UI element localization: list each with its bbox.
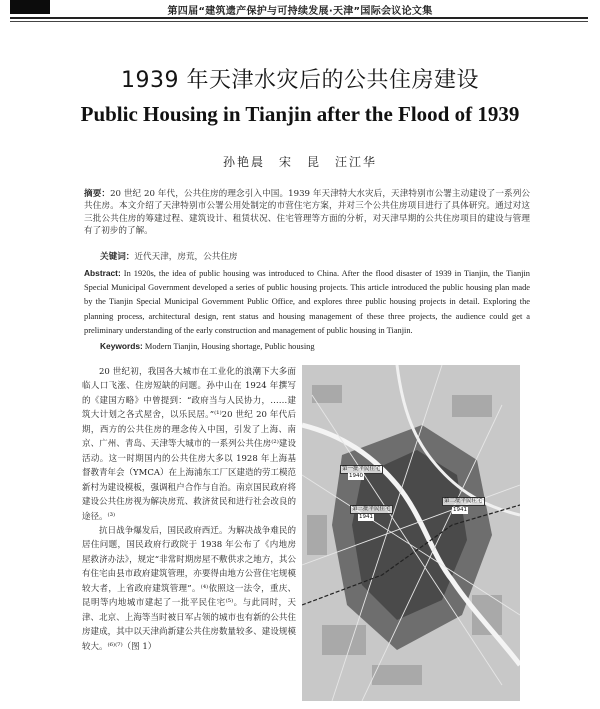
keywords-en-label: Keywords:	[100, 341, 143, 351]
keywords-en-text: Modern Tianjin, Housing shortage, Public housing	[144, 342, 315, 351]
body-text-column	[82, 365, 296, 654]
map-year-site-1: 1940	[349, 473, 363, 479]
abstract-cn-label: 摘要：	[84, 189, 111, 199]
map-graphic	[302, 365, 520, 701]
abstract-chinese	[84, 188, 530, 238]
map-year-site-3: 1941	[359, 514, 373, 520]
header-rule-thin	[10, 21, 588, 22]
keywords-english	[100, 340, 540, 353]
body-paragraph: 20 世纪初，我国各大城市在工业化的浪潮下大多面临人口飞涨、住房短缺的问题。孙中山在 1924 年撰写的《建国方略》中曾提到：“政府当与人民协力，……建筑大计划之各式屋舍，以乐民居。”⁽¹⁾20 世纪 20 年代后期，西方的公共住房的理念传入中国，引发了上海、南京、广州、青岛、天津等大城市的一系列公共住房⁽²⁾建设活动。这一时期国内的公共住房大多以 1928 年上海基督教青年会（YMCA）在上海浦东工厂区建造的劳工模范新村为建设模板，强调租户合作与自治。南京国民政府将建设公共住房视为解决房荒、救济贫民和进行社会改良的途径。⁽³⁾	[82, 367, 296, 522]
body-paragraph: 抗日战争爆发后，国民政府西迁。为解决战争难民的居住问题，国民政府行政院于 1938 年公布了《内地房屋救济办法》，规定“非常时期房屋不敷供求之地方，其公有住宅由县市政府建筑管理，亦要得由地方公营住宅规模较大者，上省政府建筑管理”。⁽⁴⁾依照这一法令，重庆、昆明等内地城市建起了一批平民住宅⁽⁵⁾。与此同时，天津、北京、上海等当时被日军占领的城市也有新的公共住房建成，其中以天津尚新建公共住房数量较多、建设规模较大。⁽⁶⁾⁽⁷⁾（图 1）	[82, 525, 296, 652]
abstract-en-text: In 1920s, the idea of public housing was introduced to China. After the flood disaster of 1939 in Tianjin, the Tianjin Special Municipal Government developed a series of public housing projects. This article introduced the public housing plan made by the Tianjin Special Municipal Government Public Office, and explores three public housing projects in detail. Exploring the planning process, architectural design, rent status and housing management of these three projects, the audience could get a preliminary understanding of the early construction and management of public housing in Tianjin.	[84, 269, 530, 335]
authors: 孙艳晨 宋 昆 汪江华	[222, 155, 377, 169]
header-rule-thick	[10, 17, 588, 19]
keywords-chinese	[100, 251, 540, 263]
abstract-cn-text: 20 世纪 20 年代，公共住房的理念引入中国。1939 年天津特大水灾后，天津特别市公署主动建设了一系列公共住房。本文介绍了天津特别市公署公用处制定的市营住宅方案，并对三个公共住房项目进行了具体研究。通过对这三批公共住房的筹建过程、建筑设计、租赁状况、住宅管理等方面的分析，对天津早期的公共住房项目的建设与管理有了初步的了解。	[84, 189, 530, 237]
map-year-site-2: 1941	[453, 507, 467, 513]
title-english: Public Housing in Tianjin after the Flood of 1939	[80, 102, 520, 126]
map-label-site-2: 第二批平民住宅	[444, 498, 483, 504]
figure-map-tianjin	[302, 365, 520, 701]
map-label-site-1: 第一批平民住宅	[342, 466, 381, 472]
keywords-cn-text: 近代天津，房荒，公共住房	[134, 252, 238, 262]
abstract-english	[84, 266, 530, 338]
map-label-site-3: 第三批平民住宅	[352, 506, 391, 512]
running-header: 第四届“建筑遗产保护与可持续发展·天津”国际会议论文集	[167, 6, 433, 17]
title-chinese: 1939 年天津水灾后的公共住房建设	[121, 68, 479, 93]
abstract-en-label: Abstract:	[84, 268, 121, 278]
keywords-cn-label: 关键词：	[100, 252, 135, 262]
